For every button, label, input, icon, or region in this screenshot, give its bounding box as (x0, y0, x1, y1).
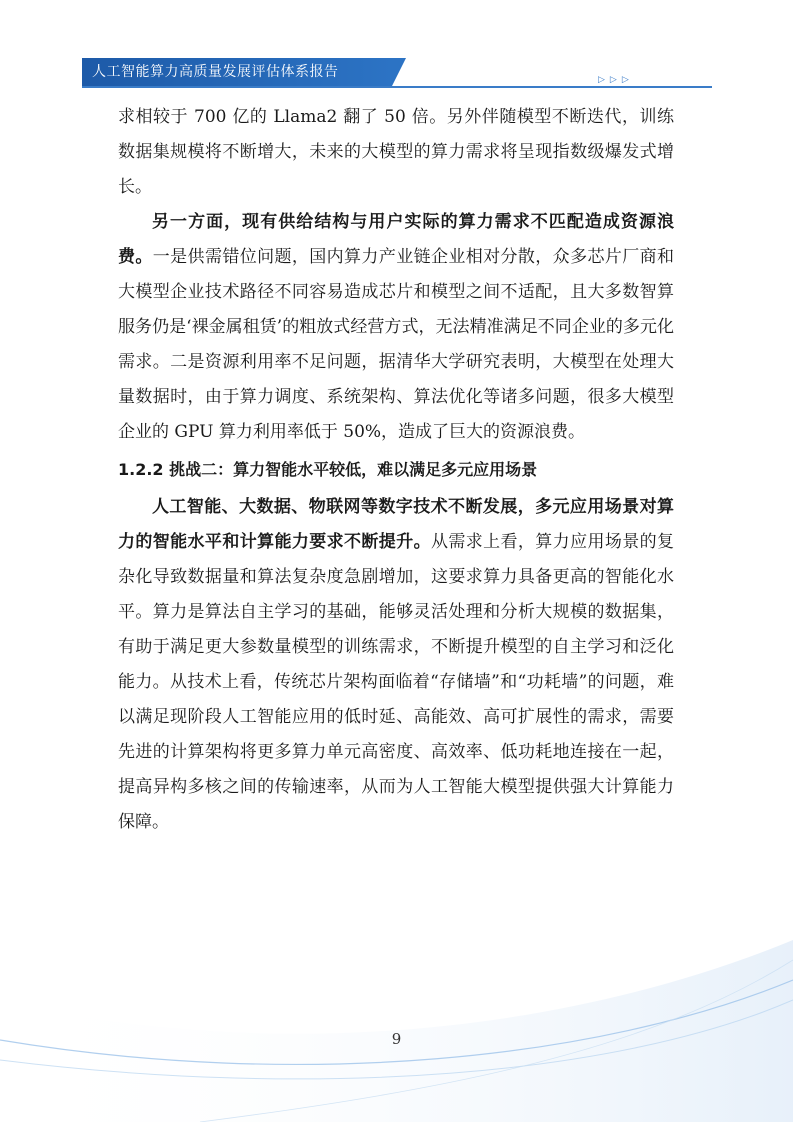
paragraph-3-text: 从需求上看，算力应用场景的复杂化导致数据量和算法复杂度急剧增加，这要求算力具备更高的智能化水平。算力是算法自主学习的基础，能够灵活处理和分析大规模的数据集，有助于满足更大参数量模型的训练需求，不断提升模型的自主学习和泛化能力。从技术上看，传统芯片架构面临着“存储墙”和“功耗墙”的问题，难以满足现阶段人工智能应用的低时延、高能效、高可扩展性的需求，需要先进的计算架构将更多算力单元高密度、高效率、低功耗地连接在一起，提高异构多核之间的传输速率，从而为人工智能大模型提供强大计算能力保障。 (118, 532, 675, 832)
paragraph-3 (118, 490, 674, 840)
page-body (118, 100, 674, 840)
section-heading: 1.2.2 挑战二：算力智能水平较低，难以满足多元应用场景 (118, 460, 538, 479)
paragraph-2-bold: 另一方面，现有供给结构与用户实际的算力需求不匹配造成资源浪费。 (118, 212, 674, 267)
header-title-bar (82, 58, 392, 86)
page-number: 9 (391, 1030, 402, 1048)
header-title: 人工智能算力高质量发展评估体系报告 (92, 64, 339, 80)
paragraph-2 (118, 205, 674, 450)
paragraph-2-text: 一是供需错位问题，国内算力产业链企业相对分散，众多芯片厂商和大模型企业技术路径不同容易造成芯片和模型之间不适配，且大多数智算服务仍是‘裸金属租赁’的粗放式经营方式，无法精准满足不同企业的多元化需求。二是资源利用率不足问题，据清华大学研究表明，大模型在处理大量数据时，由于算力调度、系统架构、算法优化等诸多问题，很多大模型企业的 GPU 算力利用率低于 50%，造成了巨大的资源浪费。 (118, 247, 675, 442)
paragraph-1 (118, 100, 674, 205)
header-rule (82, 86, 712, 88)
header-bar-tail (392, 58, 406, 86)
header-arrows-icon: ▷▷▷ (598, 75, 634, 85)
paragraph-1-text: 求相较于 700 亿的 Llama2 翻了 50 倍。另外伴随模型不断迭代，训练数据集规模将不断增大，未来的大模型的算力需求将呈现指数级爆发式增长。 (118, 107, 674, 197)
paragraph-3-bold: 人工智能、大数据、物联网等数字技术不断发展，多元应用场景对算力的智能水平和计算能力要求不断提升。 (118, 497, 674, 552)
